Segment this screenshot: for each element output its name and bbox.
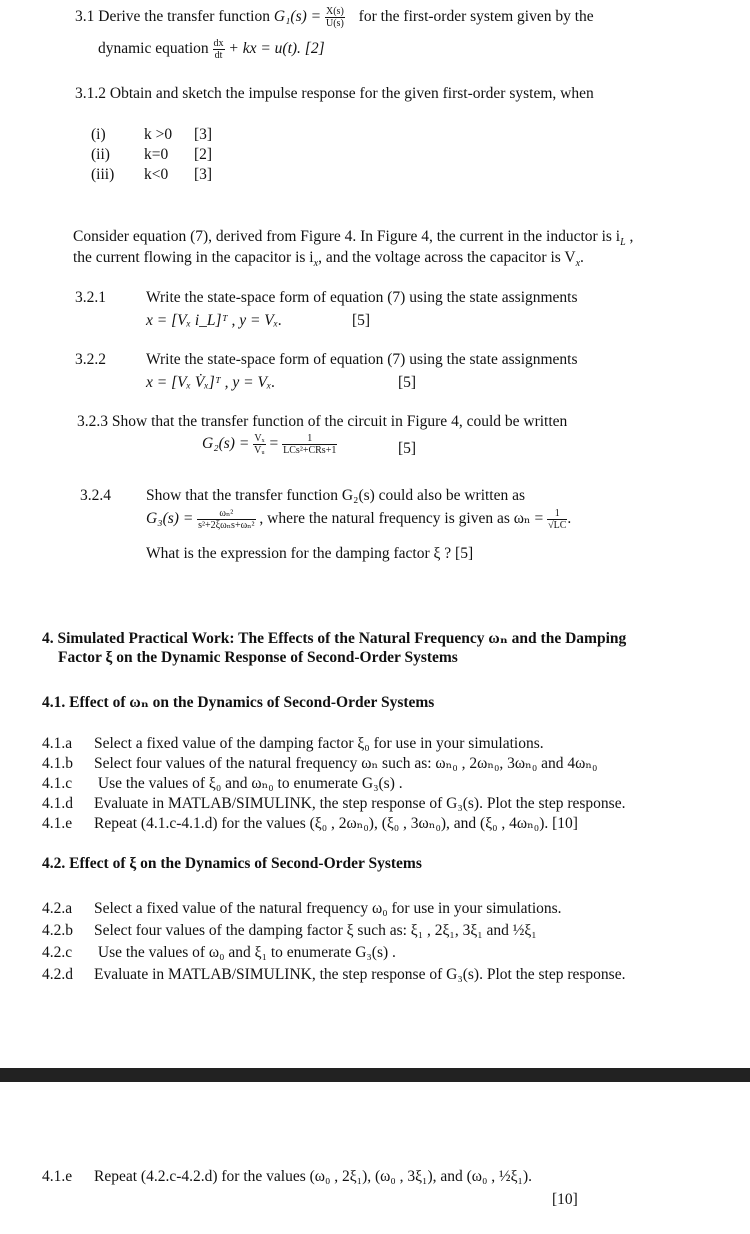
q312-text: 3.1.2 Obtain and sketch the impulse response for the given first-order system, when <box>75 85 594 102</box>
list-item: 4.1.e Repeat (4.1.c-4.1.d) for the values (ξ₀ , 2ωₙ₀), (ξ₀ , 3ωₙ₀), and (ξ₀ , 4ωₙ₀). [10] <box>42 815 578 832</box>
bottom-marks: [10] <box>552 1191 578 1208</box>
s42-list <box>42 898 625 986</box>
list-item: 4.2.b Select four values of the damping factor ξ such as: ξ₁ , 2ξ₁, 3ξ₁ and ½ξ₁ <box>42 922 537 939</box>
q322-marks: [5] <box>398 374 417 391</box>
q31-tf-lhs: G₁(s) = <box>273 8 322 26</box>
list-item: 4.2.a Select a fixed value of the natural frequency ω₀ for use in your simulations. <box>42 900 562 917</box>
case-row: (ii) k=0 [2] <box>91 146 213 163</box>
q323-line1: 3.2.3 Show that the transfer function of the circuit in Figure 4, could be written <box>77 413 568 430</box>
q321-line1: Write the state-space form of equation (7) using the state assignments <box>146 289 578 306</box>
s41-list <box>42 734 625 834</box>
q323-equation: G₂(s) = $\frac{\text{Vₓ}}{\text{Vᵤ}}$ = $\frac{1}{\text{LCs²+CRs+1}}$ <box>202 433 337 456</box>
q31-line2: dynamic equation $\frac{dx}{dt}$ + kx = u(t). [2] <box>98 38 325 61</box>
bottom-panel <box>0 1082 750 1234</box>
bottom-item: 4.1.e Repeat (4.2.c-4.2.d) for the values (ω₀ , 2ξ₁), (ω₀ , 3ξ₁), and (ω₀ , ½ξ₁). <box>42 1168 532 1185</box>
page-divider-bar <box>0 1068 750 1082</box>
q324-line3: What is the expression for the damping factor ξ ? [5] <box>146 545 474 562</box>
case-row: (i) k >0 [3] <box>91 126 213 143</box>
q324-omega-fraction: $\frac{1}{√LC}$ <box>548 508 567 531</box>
section4-title-line2: Factor ξ on the Dynamic Response of Second-Order Systems <box>58 649 458 666</box>
q324-line1: Show that the transfer function G₂(s) could also be written as <box>146 487 526 504</box>
q31-line1: 3.1 Derive the transfer function G₁(s) = $\frac{X(s)}{U(s)}$ for the first-order system given by the <box>75 6 594 29</box>
q31-tf-fraction: $\frac{X(s)}{U(s)}$ <box>326 6 344 29</box>
q323-fraction2: $\frac{1}{\text{LCs²+CRs+1}}$ <box>283 433 337 456</box>
list-item: 4.1.d Evaluate in MATLAB/SIMULINK, the step response of G₃(s). Plot the step response. <box>42 795 626 812</box>
q324-line2: G₃(s) = $\frac{\text{ωₙ²}}{\text{s²+2ξωₙs+ωₙ²}}$ , where the natural frequency is given as ωₙ = $\frac{1}{√LC}$ . <box>146 508 572 531</box>
q321-marks: [5] <box>352 312 371 329</box>
s41-title: 4.1. Effect of ωₙ on the Dynamics of Second-Order Systems <box>42 694 435 711</box>
q324-num: 3.2.4 <box>80 487 111 504</box>
list-item: 4.1.b Select four values of the natural frequency ωₙ such as: ωₙ₀ , 2ωₙ₀, 3ωₙ₀ and 4ωₙ₀ <box>42 755 598 772</box>
s42-title: 4.2. Effect of ξ on the Dynamics of Second-Order Systems <box>42 855 422 872</box>
case-row: (iii) k<0 [3] <box>91 166 213 183</box>
consider-line2: the current flowing in the capacitor is $i_x$, and the voltage across the capacitor is $V_x$. <box>73 249 584 270</box>
q323-marks: [5] <box>398 440 417 457</box>
q322-num: 3.2.2 <box>75 351 106 368</box>
q323-fraction1: $\frac{\text{Vₓ}}{\text{Vᵤ}}$ <box>254 433 265 456</box>
list-item: 4.1.c Use the values of ξ₀ and ωₙ₀ to enumerate G₃(s) . <box>42 775 403 792</box>
section4-title-line1: 4. Simulated Practical Work: The Effects of the Natural Frequency ωₙ and the Damping <box>42 630 627 647</box>
q322-line2: x = [Vₓ V̇ₓ]ᵀ , y = Vₓ. <box>146 374 276 391</box>
consider-line1: Consider equation (7), derived from Figure 4. In Figure 4, the current in the inductor is $i_L$ , <box>73 228 634 249</box>
list-item: 4.2.c Use the values of ω₀ and ξ₁ to enumerate G₃(s) . <box>42 944 396 961</box>
list-item: 4.1.a Select a fixed value of the damping factor ξ₀ for use in your simulations. <box>42 735 544 752</box>
q312-cases <box>91 125 212 185</box>
q324-fraction: $\frac{\text{ωₙ²}}{\text{s²+2ξωₙs+ωₙ²}}$ <box>198 508 255 531</box>
q322-line1: Write the state-space form of equation (7) using the state assignments <box>146 351 578 368</box>
list-item: 4.2.d Evaluate in MATLAB/SIMULINK, the step response of G₃(s). Plot the step response. <box>42 966 626 983</box>
q321-line2: x = [Vₓ i_L]ᵀ , y = Vₓ. <box>146 312 283 329</box>
q321-num: 3.2.1 <box>75 289 106 306</box>
q31-derivative: $\frac{dx}{dt}$ <box>213 38 224 61</box>
